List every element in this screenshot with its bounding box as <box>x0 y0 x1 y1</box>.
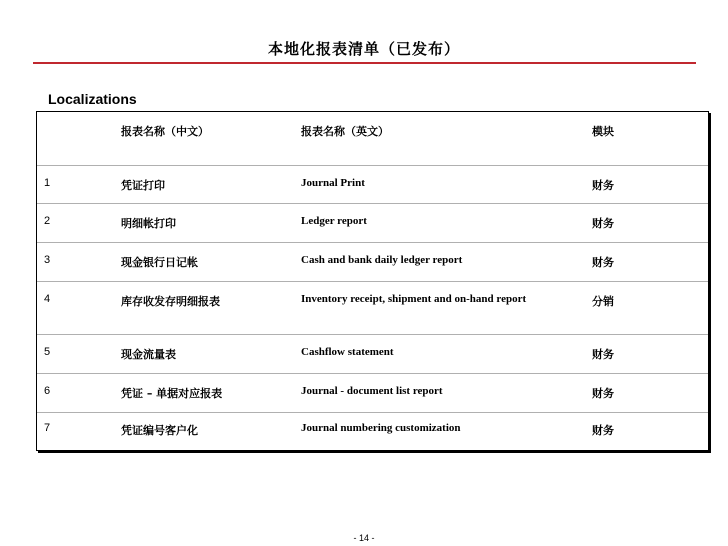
row-name-en: Inventory receipt, shipment and on-hand report <box>301 293 527 305</box>
header-name-en: 报表名称（英文） <box>301 125 389 138</box>
table-row <box>37 242 708 281</box>
header-name-cn: 报表名称（中文） <box>121 125 209 138</box>
report-table <box>36 111 709 451</box>
table-row <box>37 281 708 334</box>
table-row <box>37 334 708 373</box>
row-module: 财务 <box>592 348 614 361</box>
row-module: 财务 <box>592 256 614 269</box>
row-name-cn: 现金流量表 <box>121 348 176 361</box>
row-name-en: Ledger report <box>301 215 367 227</box>
section-subtitle: Localizations <box>48 91 137 107</box>
page-title: 本地化报表清单（已发布） <box>267 40 460 58</box>
row-name-cn: 凭证 – 单据对应报表 <box>121 387 223 400</box>
row-name-en: Journal Print <box>301 177 365 189</box>
table-row <box>37 373 708 412</box>
table-row <box>37 165 708 203</box>
row-number: 7 <box>44 422 51 434</box>
row-number: 2 <box>44 215 51 227</box>
row-name-cn: 现金银行日记帐 <box>121 256 198 269</box>
row-name-cn: 凭证编号客户化 <box>121 424 198 437</box>
row-name-en: Journal - document list report <box>301 385 443 397</box>
row-name-cn: 凭证打印 <box>121 179 165 192</box>
table-row <box>37 203 708 242</box>
row-module: 分销 <box>592 295 614 308</box>
row-name-cn: 库存收发存明细报表 <box>121 295 220 308</box>
row-number: 4 <box>44 293 51 305</box>
row-module: 财务 <box>592 179 614 192</box>
row-number: 3 <box>44 254 51 266</box>
header-module: 模块 <box>592 125 614 138</box>
row-name-cn: 明细帐打印 <box>121 217 176 230</box>
row-name-en: Cash and bank daily ledger report <box>301 254 463 266</box>
row-module: 财务 <box>592 217 614 230</box>
row-name-en: Journal numbering customization <box>301 422 461 434</box>
row-module: 财务 <box>592 387 614 400</box>
table-row <box>37 412 708 450</box>
page-number: - 14 - <box>353 533 375 543</box>
row-number: 1 <box>44 177 51 189</box>
row-number: 5 <box>44 346 51 358</box>
row-name-en: Cashflow statement <box>301 346 394 358</box>
title-divider <box>33 62 696 64</box>
table-header-row <box>37 112 708 165</box>
row-module: 财务 <box>592 424 614 437</box>
row-number: 6 <box>44 385 51 397</box>
